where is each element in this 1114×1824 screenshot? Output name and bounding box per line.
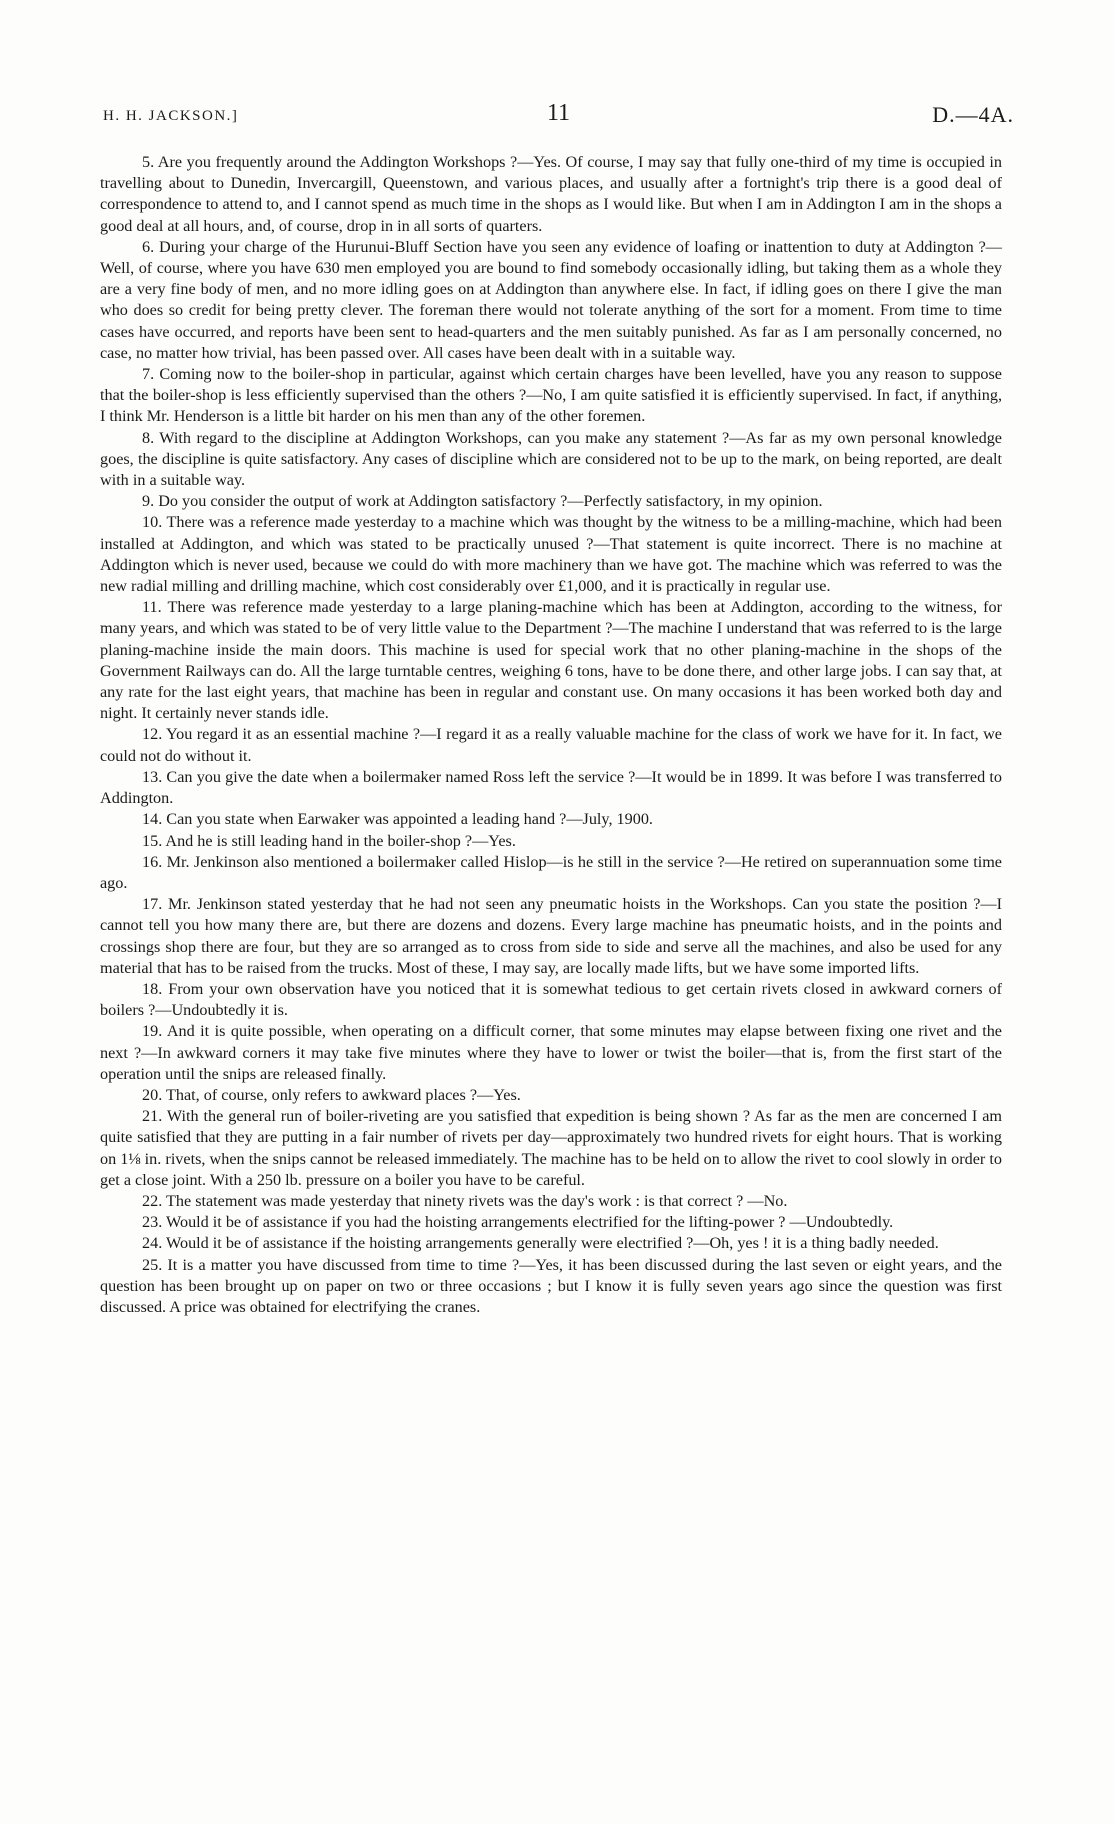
paragraph-22: 22. The statement was made yesterday that ninety rivets was the day's work : is that correct ? —No. — [142, 1191, 788, 1210]
paragraph-25: 25. It is a matter you have discussed from time to time ?—Yes, it has been discussed during the last seven or eight years, and the question has been brought up on paper on two or three occasions ; but I know it is fully seven years ago since the question was first discussed. A price was obtained for electrifying the cranes. — [100, 1255, 1002, 1316]
paragraph-5: 5. Are you frequently around the Addington Workshops ?—Yes. Of course, I may say that fully one-third of my time is occupied in travelling about to Dunedin, Invercargill, Queenstown, and various places, and usually after a fortnight's trip there is a good deal of correspondence to attend to, and I cannot spend as much time in the shops as I would like. But when I am in Addington I am in the shops a good deal at all hours, and, of course, drop in in all sorts of quarters. — [100, 153, 1002, 235]
paragraph-13: 13. Can you give the date when a boilermaker named Ross left the service ?—It would be in 1899. It was before I was transferred to Addington. — [100, 767, 1002, 808]
paragraph-19: 19. And it is quite possible, when operating on a difficult corner, that some minutes may elapse between fixing one rivet and the next ?—In awkward corners it may take five minutes where they have to lower or twist the boiler—that is, from the first start of the operation until the snips are released finally. — [100, 1022, 1002, 1083]
paragraph-10: 10. There was a reference made yesterday to a machine which was thought by the witness to be a milling-machine, which had been installed at Addington, and which was stated to be practically unused ?—That statement is quite incorrect. There is no machine at Addington which is never used, because we could do with more machinery than we have got. The machine which was referred to was the new radial milling and drilling machine, which cost considerably over £1,000, and it is practically in regular use. — [100, 513, 1002, 596]
paragraph-15: 15. And he is still leading hand in the boiler-shop ?—Yes. — [142, 831, 516, 850]
paragraph-12: 12. You regard it as an essential machine ?—I regard it as a really valuable machine for the class of work we have for it. In fact, we could not do without it. — [100, 725, 1002, 765]
witness-name-header: H. H. JACKSON.] — [103, 108, 239, 124]
paragraph-23: 23. Would it be of assistance if you had the hoisting arrangements electrified for the lifting-power ? —Undoubtedly. — [142, 1213, 894, 1232]
document-reference: D.—4A. — [932, 102, 1014, 127]
document-body — [100, 152, 1002, 1318]
paragraph-18: 18. From your own observation have you noticed that it is somewhat tedious to get certain rivets closed in awkward corners of boilers ?—Undoubtedly it is. — [100, 979, 1002, 1020]
paragraph-14: 14. Can you state when Earwaker was appointed a leading hand ?—July, 1900. — [142, 810, 653, 829]
paragraph-8: 8. With regard to the discipline at Addington Workshops, can you make any statement ?—As far as my own personal knowledge goes, the discipline is quite satisfactory. Any cases of discipline which are considered not to be up to the mark, on being reported, are dealt with in a suitable way. — [100, 428, 1002, 490]
paragraph-9: 9. Do you consider the output of work at Addington satisfactory ?—Perfectly satisfactory, in my opinion. — [142, 492, 823, 511]
page-number: 11 — [546, 100, 571, 126]
paragraph-24: 24. Would it be of assistance if the hoisting arrangements generally were electrified ?—Oh, yes ! it is a thing badly needed. — [142, 1234, 939, 1253]
paragraph-17: 17. Mr. Jenkinson stated yesterday that he had not seen any pneumatic hoists in the Workshops. Can you state the position ?—I cannot tell you how many there are, but there are dozens and dozens. Every large machine has pneumatic hoists, and in the points and crossings shop there are four, but they are so arranged as to cross from side to side and serve all the machines, and also be used for any material that has to be raised from the trucks. Most of these, I may say, are locally made lifts, but we have some imported lifts. — [100, 895, 1002, 977]
page-header — [103, 100, 1014, 134]
paragraph-21: 21. With the general run of boiler-riveting are you satisfied that expedition is being shown ? As far as the men are concerned I am quite satisfied that they are putting in a fair number of rivets per day—approximately two hundred rivets for eight hours. That is working on 1⅛ in. rivets, when the snips cannot be released immediately. The machine has to be held on to allow the rivet to cool slowly in order to get a close joint. With a 250 lb. pressure on a boiler you have to be careful. — [100, 1107, 1002, 1189]
paragraph-7: 7. Coming now to the boiler-shop in particular, against which certain charges have been levelled, have you any reason to suppose that the boiler-shop is less efficiently supervised than the others ?—No, I am quite satisfied it is efficiently supervised. In fact, if anything, I think Mr. Henderson is a little bit harder on his men than any of the other foremen. — [100, 365, 1002, 426]
paragraph-11: 11. There was reference made yesterday to a large planing-machine which has been at Addington, according to the witness, for many years, and which was stated to be of very little value to the Department ?—The machine I understand that was referred to is the large planing-machine inside the main doors. This machine is used for special work that no other planing-machine in the shops of the Government Railways can do. All the large turntable centres, weighing 6 tons, have to be done there, and other large jobs. I can say that, at any rate for the last eight years, that machine has been in regular and constant use. On many occasions it has been worked both day and night. It certainly never stands idle. — [100, 598, 1002, 723]
paragraph-20: 20. That, of course, only refers to awkward places ?—Yes. — [142, 1085, 521, 1104]
paragraph-16: 16. Mr. Jenkinson also mentioned a boilermaker called Hislop—is he still in the service ?—He retired on superannuation some time ago. — [100, 852, 1002, 892]
paragraph-6: 6. During your charge of the Hurunui-Bluff Section have you seen any evidence of loafing or inattention to duty at Addington ?—Well, of course, where you have 630 men employed you are bound to find somebody occasionally idling, but taking them as a whole they are a very fine body of men, and no more idling goes on at Addington than anywhere else. In fact, if idling goes on there I give the man who does so credit for being pretty clever. The foreman there would not tolerate anything of the sort for a moment. From time to time cases have occurred, and reports have been sent to head-quarters and the men suitably punished. As far as I am personally concerned, no case, no matter how trivial, has been passed over. All cases have been dealt with in a suitable way. — [100, 237, 1002, 362]
